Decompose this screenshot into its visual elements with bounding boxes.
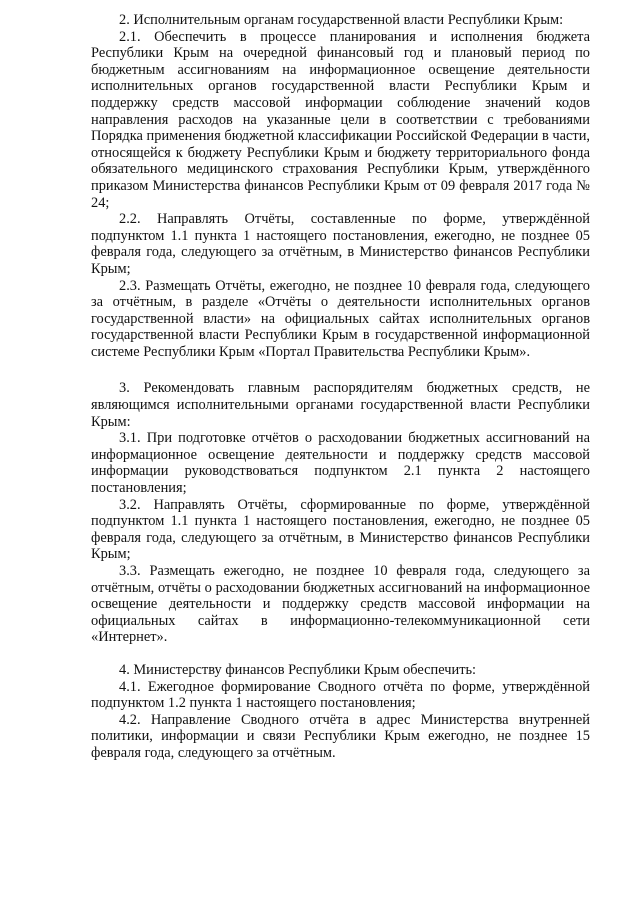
paragraph-2-2: 2.2. Направлять Отчёты, составленные по форме, утверждённой подпунктом 1.1 пункта 1 настоящего постановления, ежегодно, не позднее 05 февраля года, следующего за отчётным, в Министерство финансов Республики Крым; — [91, 211, 590, 277]
paragraph-2: 2. Исполнительным органам государственной власти Республики Крым: — [119, 12, 564, 28]
paragraph-3: 3. Рекомендовать главным распорядителям бюджетных средств, не являющимся исполнительными органами государственной власти Республики Крым: — [91, 380, 590, 430]
paragraph-3-2: 3.2. Направлять Отчёты, сформированные по форме, утверждённой подпунктом 1.1 пункта 1 настоящего постановления, ежегодно, не позднее 05 февраля года, следующего за отчётным, в Министерство финансов Республики Крым; — [91, 496, 590, 563]
paragraph-3-3: 3.3. Размещать ежегодно, не позднее 10 февраля года, следующего за отчётным, отчёты о расходовании бюджетных ассигнований на информационное освещение деятельности и поддержку средств массовой информации на официальных сайтах в информационно-телекоммуникационной сети «Интернет». — [91, 563, 590, 646]
paragraph-4-2: 4.2. Направление Сводного отчёта в адрес Министерства внутренней политики, информации и связи Республики Крым ежегодно, не позднее 15 февраля года, следующего за отчётным. — [91, 711, 590, 761]
document-body — [91, 12, 590, 762]
paragraph-2-1: 2.1. Обеспечить в процессе планирования и исполнения бюджета Республики Крым на очередной финансовый год и плановый период по бюджетным ассигнованиям на информационное освещение деятельности исполнительных органов государственной власти Республики Крым и поддержку средств массовой информации соблюдение значений кодов направления расходов на указанные цели в соответствии с требованиями Порядка применения бюджетной классификации Российской Федерации в части, относящейся к бюджету Республики Крым и бюджету территориального фонда обязательного медицинского страхования Республики Крым, утверждённого приказом Министерства финансов Республики Крым от 09 февраля 2017 года № 24; — [91, 28, 590, 211]
paragraph-4: 4. Министерству финансов Республики Крым обеспечить: — [119, 661, 477, 678]
paragraph-4-1: 4.1. Ежегодное формирование Сводного отчёта по форме, утверждённой подпунктом 1.2 пункта 1 настоящего постановления; — [91, 678, 590, 712]
spacer — [91, 360, 590, 376]
paragraph-2-3: 2.3. Размещать Отчёты, ежегодно, не позднее 10 февраля года, следующего за отчётным, в разделе «Отчёты о деятельности исполнительных органов государственной власти» на официальных сайтах исполнительных органов государственной власти Республики Крым в государственной информационной системе Республики Крым «Портал Правительства Республики Крым». — [91, 277, 590, 360]
spacer — [91, 646, 590, 662]
paragraph-3-1: 3.1. При подготовке отчётов о расходовании бюджетных ассигнований на информационное освещение деятельности и поддержку средств массовой информации руководствоваться подпунктом 2.1 пункта 2 настоящего постановления; — [91, 430, 590, 497]
